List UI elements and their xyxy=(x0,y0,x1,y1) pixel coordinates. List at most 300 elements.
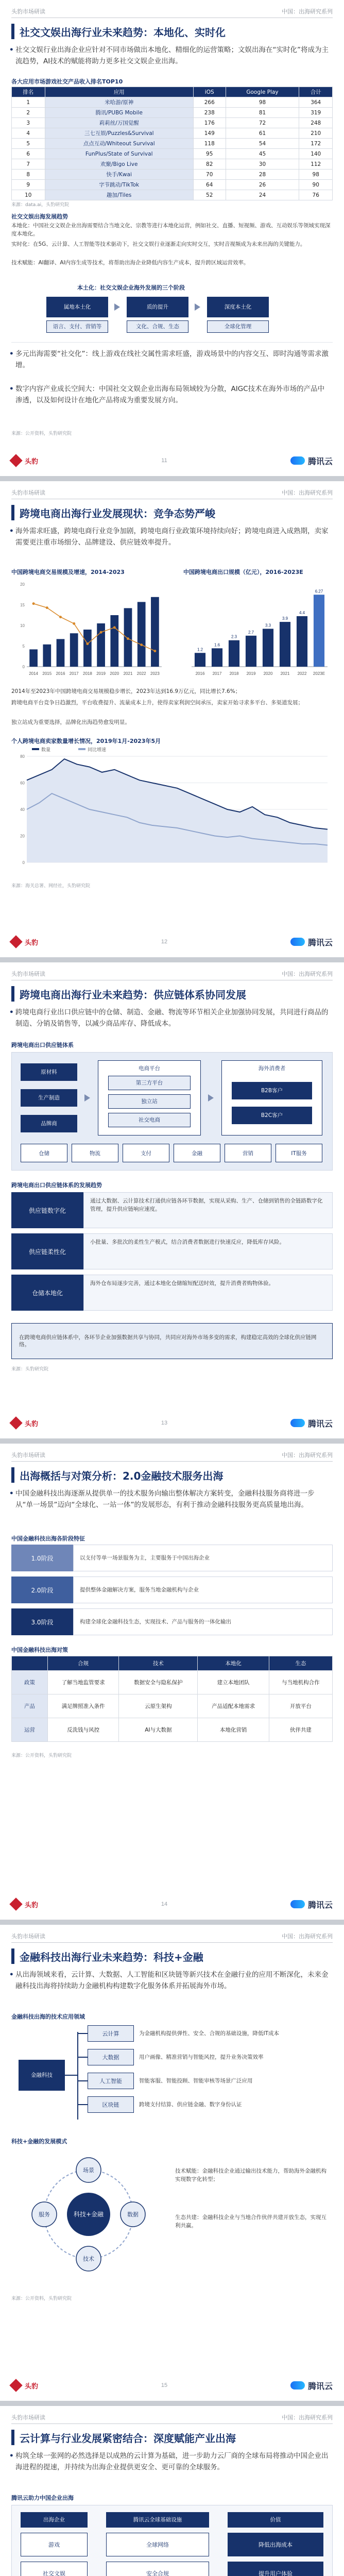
section-title-text: 社交文娱出海行业未来趋势：本地化、实时化 xyxy=(20,26,226,39)
page-number: 12 xyxy=(161,939,168,945)
page-6 xyxy=(0,2406,344,2576)
brand-logo-right: 腾讯云 xyxy=(290,455,333,467)
chart-seller-count xyxy=(11,746,333,875)
intro-bullet: • 海外需求旺盛，跨境电商行业竞争加剧，跨境电商行业政策环境持续向好；跨境电商进入成熟期，卖家需要更注重市场细分、品牌建设、供应链效率提升。 xyxy=(15,526,330,548)
diagram-caption: 腾讯云助力中国企业出海 xyxy=(11,2495,74,2501)
support-item: 金融 xyxy=(174,1144,220,1162)
growth-point xyxy=(153,650,156,652)
table-cell: 2 xyxy=(12,108,45,118)
matrix-cell: 反洗钱与风控 xyxy=(48,1718,119,1742)
stage-name: 3.0阶段 xyxy=(11,1608,73,1635)
matrix-cell: 满足牌照准入条件 xyxy=(48,1694,119,1718)
bar xyxy=(195,653,205,667)
support-item: 支付 xyxy=(123,1144,169,1162)
data-label: 2.3 xyxy=(231,634,237,639)
x-tick-label: 2017 xyxy=(212,671,222,676)
bar xyxy=(263,629,273,667)
strategy-matrix xyxy=(11,1656,333,1742)
bar xyxy=(229,640,239,667)
ranking-table xyxy=(11,87,333,200)
table-cell: 30 xyxy=(226,159,299,170)
page-number: 15 xyxy=(161,2382,168,2388)
header-right: 中国：出海研究系列 xyxy=(282,971,333,977)
brand-logo-right: 腾讯云 xyxy=(290,1417,333,1429)
chart3-caption: 个人跨境电商卖家数量增长情况，2019年1月-2023年5月 xyxy=(11,738,161,744)
right-title: 价值 xyxy=(228,2512,323,2528)
matrix-caption: 中国金融科技出海对策 xyxy=(11,1647,68,1653)
area-fill xyxy=(27,759,328,862)
trend-row-key: 仓储本地化 xyxy=(11,1275,83,1311)
bar xyxy=(29,649,38,667)
cycle-diagram xyxy=(11,2147,166,2281)
support-item: 物流 xyxy=(72,1144,118,1162)
chain-left-2: 生产制造 xyxy=(21,1089,77,1107)
table-cell: 26 xyxy=(226,180,299,190)
chart1-caption: 中国跨境电商交易规模及增速，2014-2023 xyxy=(11,569,125,575)
left-title: 出海企业 xyxy=(21,2512,88,2528)
tree-item-value: 为金融机构提供弹性、安全、合规的基础设施，降低IT成本 xyxy=(139,2030,280,2037)
brand-logo-right: 腾讯云 xyxy=(290,2380,333,2392)
table-cell: 238 xyxy=(193,108,226,118)
column-item: 游戏 xyxy=(21,2533,88,2556)
cycle-node-label: 技术 xyxy=(83,2256,94,2262)
table-cell: 8 xyxy=(12,170,45,180)
section-title xyxy=(11,23,333,40)
brand-logo-right: 腾讯云 xyxy=(290,936,333,948)
bar xyxy=(212,648,222,667)
cycle-node-label: 数据 xyxy=(127,2211,139,2218)
tree-item-key: 区块链 xyxy=(88,2096,134,2113)
table-row xyxy=(12,128,333,139)
data-label: 1.6 xyxy=(214,642,220,648)
page-footer xyxy=(11,1413,333,1433)
intro-bullet: • 社交文娱行业出海企业应针对不同市场做出本地化、精细化的运营策略；文娱出海在“实时化”将成为主流趋势，AI技术的赋能将助力更多社交文娱企业出海。 xyxy=(15,44,330,67)
matrix-cell: 建立本地团队 xyxy=(198,1671,269,1694)
matrix-cell: 数据安全与隐私保护 xyxy=(119,1671,198,1694)
x-tick-label: 2018 xyxy=(83,671,92,676)
stage-desc: 提供整体金融解决方案，服务当地金融机构与企业 xyxy=(73,1577,333,1603)
page-5 xyxy=(0,1925,344,2406)
page-number: 13 xyxy=(161,1420,168,1426)
data-label: 6.27 xyxy=(315,589,323,594)
column-item: 提升用户体验 xyxy=(228,2562,323,2576)
page-1 xyxy=(0,0,344,481)
cycle-node-label: 场景 xyxy=(83,2167,94,2174)
growth-point xyxy=(140,643,143,646)
matrix-row-key: 政策 xyxy=(12,1671,48,1694)
x-tick-label: 2022 xyxy=(136,671,146,676)
page-source: 来源：公开资料，头豹研究院 xyxy=(11,431,72,436)
intro-bullet: • 跨境电商行业出口供应链中的仓储、制造、金融、物流等环节相关企业加强协同发展，共同进行商品的制造、分销及销售等，以减少商品库存、降低成本。 xyxy=(15,1007,330,1029)
tree-item-key: 大数据 xyxy=(88,2049,134,2065)
stage-list xyxy=(11,1545,333,1640)
intro-bullet: • 从出海领域来看，云计算、大数据、人工智能和区块链等新兴技术在金融行业的应用不断深化，未来金融科技出海将持续助力金融机构构建数字化服务体系并拓展海外市场。 xyxy=(15,1969,330,1992)
mid-title: 腾讯云全球基础设施 xyxy=(106,2512,209,2528)
table-cell: 欢聚/Bigo Live xyxy=(45,159,193,170)
chain-right-title: 海外消费者 xyxy=(258,1065,286,1072)
table-row xyxy=(12,139,333,149)
header-right: 中国：出海研究系列 xyxy=(282,490,333,496)
matrix-cell: 开放平台 xyxy=(269,1694,332,1718)
trend-note-2: 实时化：在5G、云计算、人工智能等技术驱动下，社交文娱行业逐渐走向实时交互，实时音视频成为未来出海的关键能力。 xyxy=(11,241,306,247)
growth-line xyxy=(33,604,155,651)
section-title-text: 云计算与行业发展紧密结合：深度赋能产业出海 xyxy=(20,2432,236,2445)
cloud-icon xyxy=(290,456,305,465)
table-cell: 70 xyxy=(193,170,226,180)
support-item: 仓储 xyxy=(21,1144,67,1162)
y-tick-label: 10 xyxy=(20,623,25,628)
cycle-note-1: 技术赋能：金融科技企业通过输出技术能力，帮助海外金融机构实现数字化转型； xyxy=(175,2168,326,2182)
table-cell: 210 xyxy=(299,128,333,139)
column-item: 降低出海成本 xyxy=(228,2533,323,2556)
tree-item xyxy=(77,2095,333,2114)
matrix-row xyxy=(12,1671,333,1694)
table-cell: 176 xyxy=(193,118,226,128)
table-cell: 118 xyxy=(193,139,226,149)
trend-row-value: 海外仓布局逐步完善，通过本地化仓储缩短配送时效，提升消费者购物体验。 xyxy=(83,1275,333,1311)
chart-trade-scale xyxy=(11,577,176,680)
chain-left-3: 品牌商 xyxy=(21,1115,77,1132)
table-cell: 4 xyxy=(12,128,45,139)
matrix-cell: 伙伴共建 xyxy=(269,1718,332,1742)
growth-point xyxy=(32,602,35,605)
table-row xyxy=(12,180,333,190)
page-3 xyxy=(0,962,344,1444)
tree-caption: 金融科技出海的技术应用领域 xyxy=(11,2013,85,2020)
table-cell: 90 xyxy=(299,180,333,190)
bar xyxy=(137,602,146,667)
x-tick-label: 2021 xyxy=(123,671,133,676)
column-item: 全球网络 xyxy=(106,2533,209,2556)
chain-mid-title: 电商平台 xyxy=(139,1065,160,1072)
flow-step-3: 深度本土化 xyxy=(207,297,269,317)
tree-item-value: 用户画像、精准营销与智能风控，提升业务决策效率 xyxy=(139,2054,264,2060)
table-cell: 米哈游/原神 xyxy=(45,97,193,108)
bottom-bullet-2: • 数字内容产业成长空间大：中国社交文娱企业出海布局领域较为分散，AIGC技术在海外市场的产品中渗透，以及如何设计在地化产品将成为重要发展方向。 xyxy=(15,383,330,406)
flow-sub-3: 全球化管理 xyxy=(207,320,269,333)
header-left: 头豹市场研读 xyxy=(11,9,45,15)
matrix-header-cell: 本地化 xyxy=(198,1656,269,1671)
chain-right-2: B2C客户 xyxy=(232,1107,312,1124)
section-title xyxy=(11,504,333,521)
header-left: 头豹市场研读 xyxy=(11,1452,45,1459)
header-right: 中国：出海研究系列 xyxy=(282,1452,333,1459)
growth-point xyxy=(113,626,116,629)
table-row xyxy=(12,170,333,180)
table-cell: 点点互动/Whiteout Survival xyxy=(45,139,193,149)
matrix-cell: 了解当地监管要求 xyxy=(48,1671,119,1694)
trend-row xyxy=(11,1233,333,1269)
growth-point xyxy=(127,637,129,640)
growth-point xyxy=(59,616,62,618)
tree-item xyxy=(77,2024,333,2043)
brand-logo-left: 头豹 xyxy=(11,1418,38,1428)
x-tick-label: 2018 xyxy=(229,671,239,676)
chain-mid-2: 独立站 xyxy=(108,1094,191,1109)
section-title-text: 出海概括与对策分析：2.0金融技术服务出海 xyxy=(20,1469,223,1482)
page-4 xyxy=(0,1444,344,1925)
page-header xyxy=(11,1451,333,1461)
bottom-bullet-1: • 多元出海需要“社交化”：线上游戏在线社交属性需求旺盛，游戏场景中的内容交互、即时沟通等需求激增。 xyxy=(15,348,330,371)
y-tick-label: 0 xyxy=(22,665,25,669)
table-cell: 95 xyxy=(193,149,226,159)
cycle-center-label: 科技+金融 xyxy=(73,2211,104,2218)
table-cell: 9 xyxy=(12,180,45,190)
matrix-cell: 本地化营销 xyxy=(198,1718,269,1742)
bar xyxy=(314,595,324,667)
x-tick-label: 2023E xyxy=(313,671,325,676)
stage-row xyxy=(11,1577,333,1603)
legend xyxy=(32,747,106,752)
section-title-text: 跨境电商出海行业未来趋势：供应链体系协同发展 xyxy=(20,988,246,1001)
matrix-header-cell: 技术 xyxy=(119,1656,198,1671)
left-items xyxy=(21,2533,88,2576)
growth-point xyxy=(73,622,75,625)
grid-caption: 中国金融科技出海各阶段特征 xyxy=(11,1535,85,1542)
matrix-header-row xyxy=(12,1656,333,1671)
table-source: 来源：data.ai，头豹研究院 xyxy=(11,202,70,208)
table-header-cell: iOS xyxy=(193,87,226,97)
section-title xyxy=(11,1947,333,1965)
intro-bullet: • 中国金融科技出海逐渐从提供单一的技术服务向输出整体解决方案转变，金融科技服务商将进一步从“单一场景”迈向“全球化、一站一体”的发展形态，有利于推动金融科技服务更高质量地出海。 xyxy=(15,1488,330,1511)
flow-step-2: 质的提升 xyxy=(127,297,188,317)
tree-item-key: 人工智能 xyxy=(88,2073,134,2089)
table-row xyxy=(12,159,333,170)
page-header xyxy=(11,1932,333,1942)
bar xyxy=(70,633,78,667)
page-source: 来源：头豹研究院 xyxy=(11,1367,49,1372)
brand-logo-left: 头豹 xyxy=(11,937,38,947)
bar xyxy=(110,615,118,667)
x-tick-label: 2021 xyxy=(280,671,290,676)
table-row xyxy=(12,118,333,128)
table-cell: 1 xyxy=(12,97,45,108)
trend-row-value: 小批量、多批次的柔性生产模式，结合消费者数据进行快速反应，降低库存风险。 xyxy=(83,1233,333,1269)
matrix-cell: 产品适配本地需求 xyxy=(198,1694,269,1718)
table-cell: 64 xyxy=(193,180,226,190)
legend-label: 同比增速 xyxy=(88,747,107,752)
table-cell: 72 xyxy=(226,118,299,128)
stage-row xyxy=(11,1545,333,1571)
legend-swatch xyxy=(78,748,85,750)
text-3: 独立站成为重要选择，品牌化出海趋势愈发明显。 xyxy=(11,719,130,725)
page-header xyxy=(11,970,333,980)
y-tick-label: 20 xyxy=(20,834,25,839)
header-right: 中国：出海研究系列 xyxy=(282,9,333,15)
page-footer xyxy=(11,931,333,952)
x-tick-label: 2017 xyxy=(69,671,79,676)
brand-logo-left: 头豹 xyxy=(11,2381,38,2391)
x-tick-label: 2015 xyxy=(42,671,52,676)
trend-row xyxy=(11,1192,333,1228)
table-cell: 266 xyxy=(193,97,226,108)
page-source: 来源：海关总署、网经社，头豹研究院 xyxy=(11,884,91,889)
matrix-row xyxy=(12,1718,333,1742)
table-cell: FunPlus/State of Survival xyxy=(45,149,193,159)
legend-label: 数量 xyxy=(41,747,51,752)
y-tick-label: 80 xyxy=(20,754,25,759)
y-tick-label: 20 xyxy=(20,582,25,587)
header-left: 头豹市场研读 xyxy=(11,490,45,496)
cycle-node-label: 服务 xyxy=(39,2211,50,2218)
page-footer xyxy=(11,2375,333,2396)
x-tick-label: 2016 xyxy=(195,671,205,676)
x-tick-label: 2014 xyxy=(29,671,38,676)
table-cell: 82 xyxy=(193,159,226,170)
conclusion-box: 在跨境电商供应链体系中，各环节企业加强数据共享与协同，共同应对海外市场多变的需求，构建稳定高效的全球化供应链网络。 xyxy=(11,1323,333,1359)
bar xyxy=(297,616,307,667)
bar xyxy=(97,623,105,667)
chart-export-scale xyxy=(183,577,333,680)
table-cell: 52 xyxy=(193,190,226,200)
y-tick-label: 40 xyxy=(20,807,25,812)
table-cell: 10 xyxy=(12,190,45,200)
matrix-cell: AI与大数据 xyxy=(119,1718,198,1742)
table-row xyxy=(12,190,333,200)
table-header-row xyxy=(12,87,333,97)
matrix-cell: 与当地机构合作 xyxy=(269,1671,332,1694)
matrix-corner xyxy=(12,1656,48,1671)
data-label: 3.3 xyxy=(265,623,271,628)
table-header-cell: 应用 xyxy=(45,87,193,97)
brand-logo-left: 头豹 xyxy=(11,1900,38,1909)
trend-row-value: 通过大数据、云计算技术打通供应链各环节数据，实现从采购、生产、仓储到销售的全链路数字化管理，提升供应链响应速度。 xyxy=(83,1192,333,1228)
page-footer xyxy=(11,1894,333,1914)
header-left: 头豹市场研读 xyxy=(11,1934,45,1940)
matrix-row-key: 产品 xyxy=(12,1694,48,1718)
section-title xyxy=(11,2429,333,2446)
flow-sub-2: 文化、合规、生态 xyxy=(127,320,188,333)
section-title-text: 金融科技出海行业未来趋势：科技+金融 xyxy=(20,1951,203,1963)
page-header xyxy=(11,2413,333,2424)
trend-row-key: 供应链柔性化 xyxy=(11,1233,83,1269)
table-header-cell: Google Play xyxy=(226,87,299,97)
page-2 xyxy=(0,481,344,962)
header-left: 头豹市场研读 xyxy=(11,2415,45,2421)
column-item: 安全合规 xyxy=(106,2562,209,2576)
tree-item-key: 云计算 xyxy=(88,2025,134,2042)
growth-point xyxy=(46,606,48,609)
growth-point xyxy=(86,642,89,645)
data-label: 4.4 xyxy=(299,610,305,615)
growth-point xyxy=(100,631,102,634)
x-tick-label: 2023 xyxy=(150,671,160,676)
stage-row xyxy=(11,1608,333,1635)
column-item: 社交文娱 xyxy=(21,2562,88,2576)
stage-desc: 以支付等单一场景服务为主，主要服务于中国出海企业 xyxy=(73,1545,333,1571)
table-cell: 5 xyxy=(12,139,45,149)
x-tick-label: 2019 xyxy=(246,671,256,676)
bar xyxy=(83,630,92,667)
table-cell: 319 xyxy=(299,108,333,118)
stage-name: 2.0阶段 xyxy=(11,1577,73,1603)
chain-mid-3: 社交电商 xyxy=(108,1113,191,1127)
section-title-text: 跨境电商出海行业发展现状：竞争态势严峻 xyxy=(20,507,215,520)
table-cell: 6 xyxy=(12,149,45,159)
sub-caption: 跨境电商出口供应链体系的发展趋势 xyxy=(11,1182,102,1189)
cloud-icon xyxy=(290,1900,305,1908)
x-tick-label: 2019 xyxy=(96,671,106,676)
tree-item-value: 跨境支付结算、供应链金融、数字身份认证 xyxy=(139,2101,242,2108)
x-tick-label: 2016 xyxy=(56,671,65,676)
bar xyxy=(246,636,256,667)
trend-row xyxy=(11,1275,333,1311)
mid-items xyxy=(106,2533,209,2576)
page-header xyxy=(11,7,333,18)
table-cell: 98 xyxy=(226,97,299,108)
table-row xyxy=(12,149,333,159)
matrix-row xyxy=(12,1694,333,1718)
data-label: 1.2 xyxy=(197,647,203,652)
page-number: 11 xyxy=(161,457,167,464)
y-tick-label: 60 xyxy=(20,781,25,786)
flow-title: 本土化：社交文娱企业海外发展的三个阶段 xyxy=(77,284,185,291)
table-cell: 莉莉丝/万国觉醒 xyxy=(45,118,193,128)
table-cell: 149 xyxy=(193,128,226,139)
text-1: 2014年至2023年中国跨境电商交易规模稳步增长，2023年达到16.9万亿元，同比增长7.6%； xyxy=(11,688,241,694)
table-cell: 98 xyxy=(299,170,333,180)
bar xyxy=(43,645,51,667)
table-cell: 三七互娱/Puzzles&Survival xyxy=(45,128,193,139)
tree-root: 金融科技 xyxy=(19,2060,65,2091)
table-cell: 140 xyxy=(299,149,333,159)
data-label: 2.7 xyxy=(248,630,254,635)
table-header-cell: 排名 xyxy=(12,87,45,97)
chain-caption: 跨境电商出口供应链体系 xyxy=(11,1042,74,1048)
bar xyxy=(151,597,159,667)
tree-item xyxy=(77,2071,333,2091)
section-title xyxy=(11,1466,333,1484)
cloud-icon xyxy=(290,938,305,946)
x-tick-label: 2020 xyxy=(263,671,273,676)
table-cell: 3 xyxy=(12,118,45,128)
flow-step-1: 属地本土化 xyxy=(46,297,108,317)
y-tick-label: 5 xyxy=(22,644,25,649)
page-header xyxy=(11,488,333,499)
table-row xyxy=(12,108,333,118)
support-item: 营销 xyxy=(225,1144,271,1162)
header-right: 中国：出海研究系列 xyxy=(282,2415,333,2421)
tree-item-value: 智能客服、智能投顾、智能审核等场景广泛应用 xyxy=(139,2077,253,2084)
table-cell: 趣加/Tiles xyxy=(45,190,193,200)
y-tick-label: 0 xyxy=(22,860,25,865)
page-number: 14 xyxy=(161,1901,168,1907)
cycle-note-2: 生态共建：金融科技企业与当地合作伙伴共建开放生态，实现互利共赢。 xyxy=(175,2214,326,2229)
x-tick-label: 2022 xyxy=(297,671,307,676)
table-cell: 字节跳动/TikTok xyxy=(45,180,193,190)
text-2: 跨境电商平台竞争日趋激烈，平台收费提升、流量成本上升，使得卖家利润空间承压，卖家开始寻求多平台、多渠道发展； xyxy=(11,700,303,706)
cloud-icon xyxy=(290,1419,305,1427)
table-cell: 45 xyxy=(226,149,299,159)
brand-logo-right: 腾讯云 xyxy=(290,1899,333,1910)
data-label: 3.9 xyxy=(282,616,288,621)
x-tick-label: 2020 xyxy=(110,671,119,676)
tree-items xyxy=(77,2024,333,2119)
trend-caption: 社交文娱出海发展趋势 xyxy=(11,213,68,220)
table-cell: 54 xyxy=(226,139,299,149)
right-items xyxy=(228,2533,323,2576)
y-tick-label: 15 xyxy=(20,603,25,607)
brand-logo-left: 头豹 xyxy=(11,456,38,466)
bar xyxy=(57,639,65,667)
flow-sub-1: 语言、支付、营销等 xyxy=(46,320,108,333)
trend-row-key: 供应链数字化 xyxy=(11,1192,83,1228)
page-source: 来源：公开资料，头豹研究院 xyxy=(11,1753,72,1758)
stage-name: 1.0阶段 xyxy=(11,1545,73,1571)
table-cell: 快手/Kwai xyxy=(45,170,193,180)
chain-left-1: 原材料 xyxy=(21,1063,77,1081)
table-cell: 364 xyxy=(299,97,333,108)
